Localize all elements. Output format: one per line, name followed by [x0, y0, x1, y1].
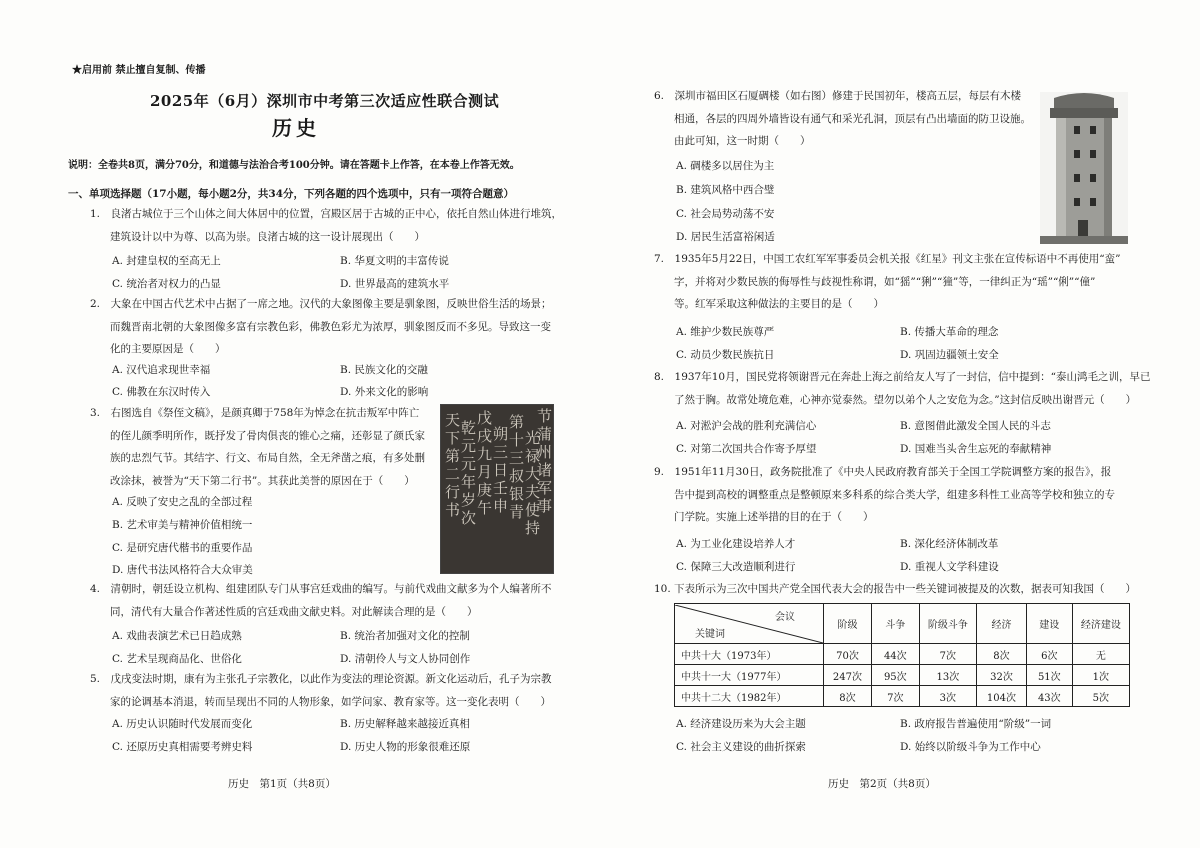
question-line: 而魏晋南北朝的大象图像多富有宗教色彩，佛教色彩尤为浓厚，驯象图反而不多见。导致这一变: [110, 320, 551, 333]
question-line: 家的论调基本消退，转而呈现出不同的人物形象，如学问家、教育家等。这一变化表明（ ）: [110, 695, 551, 708]
question-line: 9. 1951年11月30日，政务院批准了《中央人民政府教育部关于全国工学院调整方案的报告》，报: [654, 466, 1112, 478]
table-cell: 7次: [871, 686, 919, 707]
table-row: [675, 665, 1130, 686]
question-line: 由此可知，这一时期（ ）: [674, 135, 811, 147]
option-c: C. 社会局势动荡不安: [676, 208, 775, 220]
question-3: [90, 402, 425, 492]
option-a: A. 维护少数民族尊严: [676, 326, 775, 338]
question-9: [654, 461, 1115, 529]
option-a: A. 历史认识随时代发展而变化: [112, 718, 253, 730]
exam-page-2: [600, 0, 1200, 848]
table-cell: 8次: [977, 644, 1027, 665]
confidential-notice: ★启用前 禁止擅自复制、传播: [72, 65, 206, 76]
question-4: [90, 578, 552, 623]
option-b: B. 艺术审美与精神价值相统一: [112, 519, 253, 531]
question-line: 1. 良渚古城位于三个山体之间大体居中的位置，宫殿区居于古城的正中心，依托自然山体进行堆筑，: [90, 208, 563, 220]
option-a: A. 汉代追求现世幸福: [112, 364, 211, 376]
option-d: D. 世界最高的建筑水平: [340, 278, 450, 290]
calligraphy-column: 节蒲州诸军事: [537, 407, 553, 515]
calligraphy-image: [440, 404, 554, 574]
option-c: C. 对第二次国共合作寄予厚望: [676, 443, 817, 455]
table-cell: 13次: [919, 665, 976, 686]
question-6: [654, 85, 1031, 153]
keyword-table: [674, 603, 1130, 707]
option-a: A. 戏曲表演艺术已日趋成熟: [112, 630, 242, 642]
question-line: 相通，各层的四周外墙皆设有通气和采光孔洞，顶层有凸出墙面的防卫设施。: [674, 112, 1031, 125]
option-d: D. 巩固边疆领土安全: [900, 349, 999, 361]
option-a: A. 为工业化建设培养人才: [676, 538, 796, 550]
question-10: [654, 578, 1136, 601]
page-footer: 历史 第2页（共8页）: [828, 778, 936, 790]
table-cell: 51次: [1026, 665, 1072, 686]
table-cell: 43次: [1026, 686, 1072, 707]
calligraphy-column: 乾元元年岁次: [461, 419, 477, 527]
option-a: A. 经济建设历来为大会主题: [676, 718, 806, 730]
table-corner-cell: [675, 604, 824, 644]
row-label: 中共十大（1973年）: [675, 644, 824, 665]
option-c: C. 是研究唐代楷书的重要作品: [112, 542, 253, 554]
option-a: A. 反映了安史之乱的全部过程: [112, 496, 253, 508]
table-row: [675, 644, 1130, 665]
column-header: 阶级: [824, 604, 872, 644]
calligraphy-column: 光禄大夫使持: [525, 429, 541, 537]
question-line: 建筑设计以中为尊、以高为崇。良渚古城的这一设计展现出（ ）: [110, 230, 425, 243]
option-b: B. 民族文化的交融: [340, 364, 428, 376]
question-line: 族的忠烈气节。其结字、行文、布局自然，全无斧凿之痕，有多处删: [110, 452, 425, 464]
table-cell: 70次: [824, 644, 872, 665]
question-7: [654, 248, 1121, 316]
option-c: C. 艺术呈现商品化、世俗化: [112, 653, 242, 665]
option-d: D. 始终以阶级斗争为工作中心: [900, 741, 1041, 753]
question-line: 7. 1935年5月22日，中国工农红军军事委员会机关报《红星》刊文主张在宣传标语中不再使用“蛮”: [654, 253, 1121, 265]
option-d: D. 历史人物的形象很难还原: [340, 741, 471, 753]
diaolou-photo: [1040, 92, 1128, 244]
header-keyword: 关键词: [695, 628, 725, 640]
question-line: 3. 右图选自《祭侄文稿》，是颜真卿于758年为悼念在抗击叛军中阵亡: [90, 407, 420, 419]
option-a: A. 碉楼多以居住为主: [676, 160, 775, 172]
row-label: 中共十一大（1977年）: [675, 665, 824, 686]
option-b: B. 深化经济体制改革: [900, 538, 999, 550]
table-cell: 104次: [977, 686, 1027, 707]
option-b: B. 传播大革命的理念: [900, 326, 999, 338]
question-line: 2. 大象在中国古代艺术中占据了一席之地。汉代的大象图像主要是驯象图，反映世俗生活的场景；: [90, 298, 552, 310]
column-header: 阶级斗争: [919, 604, 976, 644]
calligraphy-column: 天下第二行书: [445, 411, 461, 519]
question-line: 化的主要原因是（ ）: [110, 343, 226, 355]
table-cell: 7次: [919, 644, 976, 665]
option-c: C. 统治者对权力的凸显: [112, 278, 221, 290]
option-d: D. 外来文化的影响: [340, 386, 429, 398]
option-c: C. 动员少数民族抗日: [676, 349, 775, 361]
page-footer: 历史 第1页（共8页）: [228, 778, 336, 790]
option-b: B. 意图借此激发全国人民的斗志: [900, 420, 1051, 432]
table-cell: 8次: [824, 686, 872, 707]
table-cell: 32次: [977, 665, 1027, 686]
question-line: 6. 深圳市福田区石厦碉楼（如右图）修建于民国初年，楼高五层，每层有木楼: [654, 90, 1022, 102]
question-2: [90, 293, 552, 361]
question-line: 10. 下表所示为三次中国共产党全国代表大会的报告中一些关键词被提及的次数，据表可知我国（ ）: [654, 583, 1137, 595]
column-header: 经济建设: [1072, 604, 1129, 644]
calligraphy-column: 第十三叔银青: [509, 413, 525, 521]
question-line: 告中提到高校的调整重点是整顿原来多科系的综合类大学，组建多科性工业高等学校和独立的专: [674, 488, 1115, 501]
subject-title: 历史: [272, 116, 320, 140]
question-1: [90, 203, 562, 248]
question-line: 同，清代有大量合作著述性质的宫廷戏曲文献史料。对此解读合理的是（ ）: [110, 605, 478, 618]
table-cell: 无: [1072, 644, 1129, 665]
calligraphy-column: 戊戌九月庚午: [477, 409, 493, 517]
diaolou-illustration: [1040, 92, 1128, 244]
question-line: 字，并将对少数民族的侮辱性与歧视性称谓，如“猺”“猁”“獞”等，一律纠正为“瑶”“俐”“僮”: [674, 275, 1096, 288]
question-line: 改涂抹，被誉为“天下第二行书”。其获此美誉的原因在于（ ）: [110, 474, 415, 487]
column-header: 斗争: [871, 604, 919, 644]
column-header: 经济: [977, 604, 1027, 644]
table-cell: 44次: [871, 644, 919, 665]
option-b: B. 建筑风格中西合璧: [676, 184, 775, 196]
option-d: D. 重视人文学科建设: [900, 561, 999, 573]
option-b: B. 华夏文明的丰富传说: [340, 255, 449, 267]
option-d: D. 唐代书法风格符合大众审美: [112, 564, 253, 576]
question-5: [90, 668, 552, 713]
option-a: A. 对淞沪会战的胜利充满信心: [676, 420, 817, 432]
option-c: C. 佛教在东汉时传入: [112, 386, 211, 398]
section-heading: 一、单项选择题（17小题，每小题2分，共34分，下列各题的四个选项中，只有一项符合题意）: [68, 188, 515, 200]
option-b: B. 统治者加强对文化的控制: [340, 630, 470, 642]
row-label: 中共十二大（1982年）: [675, 686, 824, 707]
question-line: 5. 戊戌变法时期，康有为主张孔子宗教化，以此作为变法的理论资源。新文化运动后，孔子为宗教: [90, 673, 552, 685]
exam-title: 2025年（6月）深圳市中考第三次适应性联合测试: [150, 92, 500, 110]
instructions: 说明：全卷共8页，满分70分，和道德与法治合考100分钟。请在答题卡上作答，在本卷上作答无效。: [68, 160, 520, 171]
option-a: A. 封建皇权的至高无上: [112, 255, 221, 267]
table-cell: 5次: [1072, 686, 1129, 707]
option-d: D. 清朝伶人与文人协同创作: [340, 653, 471, 665]
question-line: 门学院。实施上述举措的目的在于（ ）: [674, 511, 874, 523]
question-line: 了然于胸。故常处境危难，心神亦觉泰然。望勿以弟个人之安危为念。”这封信反映出谢晋元（ ）: [674, 393, 1137, 406]
table-cell: 3次: [919, 686, 976, 707]
diagonal-header: [675, 605, 823, 643]
question-line: 的侄儿颜季明所作，既抒发了骨肉俱丧的锥心之痛，还彰显了颜氏家: [110, 429, 425, 442]
question-line: 等。红军采取这种做法的主要目的是（ ）: [674, 298, 884, 310]
option-d: D. 居民生活富裕闲适: [676, 231, 775, 243]
table-header-row: [675, 604, 1130, 644]
table-row: [675, 686, 1130, 707]
question-line: 4. 清朝时，朝廷设立机构、组建团队专门从事宫廷戏曲的编写。与前代戏曲文献多为个人编著所不: [90, 583, 552, 595]
header-meeting: 会议: [775, 611, 795, 623]
option-b: B. 政府报告普遍使用“阶级”一词: [900, 718, 1052, 730]
question-line: 8. 1937年10月，国民党将领谢晋元在奔赴上海之前给友人写了一封信，信中提到：“泰山鸿毛之训，早已: [654, 371, 1151, 383]
calligraphy-column: 朔三日壬申: [493, 425, 509, 515]
option-b: B. 历史解释越来越接近真相: [340, 718, 470, 730]
table-cell: 95次: [871, 665, 919, 686]
option-d: D. 国难当头舍生忘死的奉献精神: [900, 443, 1052, 455]
table-cell: 1次: [1072, 665, 1129, 686]
option-c: C. 还原历史真相需要考辨史料: [112, 741, 253, 753]
option-c: C. 保障三大改造顺利进行: [676, 561, 796, 573]
question-8: [654, 366, 1150, 411]
option-c: C. 社会主义建设的曲折探索: [676, 741, 806, 753]
column-header: 建设: [1026, 604, 1072, 644]
table-cell: 247次: [824, 665, 872, 686]
table-cell: 6次: [1026, 644, 1072, 665]
